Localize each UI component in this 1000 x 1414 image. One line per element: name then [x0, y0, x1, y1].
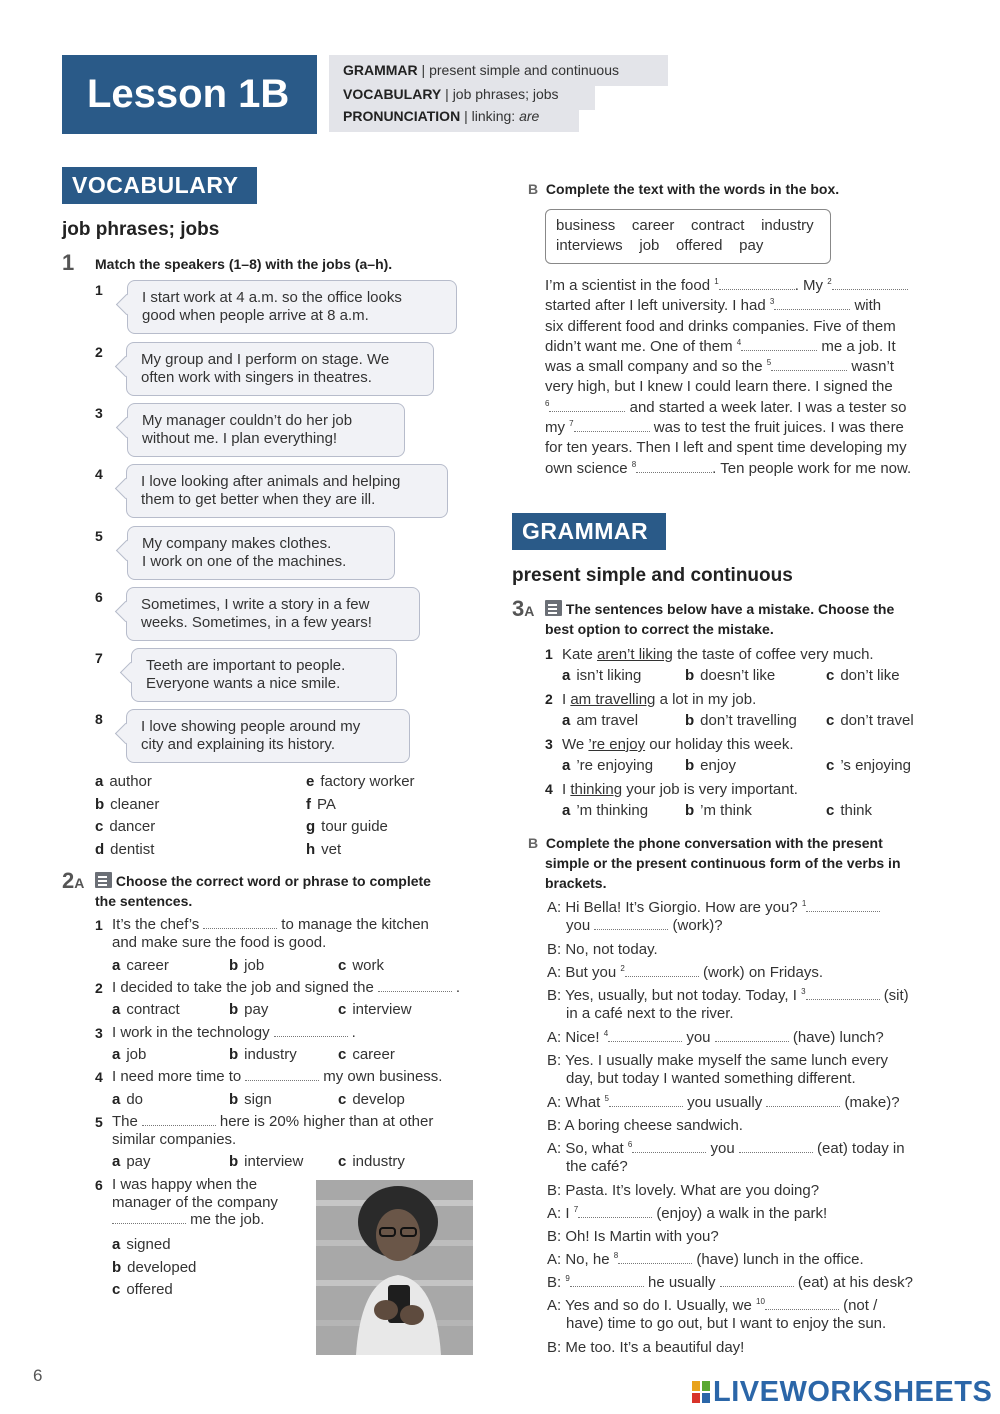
job-option[interactable]: [95, 818, 155, 835]
option-b[interactable]: b job: [229, 957, 265, 974]
blank-field[interactable]: [806, 987, 880, 1000]
speaker-number: 3: [95, 405, 103, 421]
bubble-line: My company makes clothes.: [142, 535, 332, 552]
item-sentence: I decided to take the job and signed the .: [112, 979, 461, 996]
item-number: 5: [95, 1114, 103, 1130]
vocab-subtitle: job phrases; jobs: [62, 219, 220, 240]
item-sentence: I am travelling a lot in my job.: [562, 691, 757, 708]
item-number: 2: [545, 691, 553, 707]
item-sentence: Kate aren’t liking the taste of coffee very much.: [562, 646, 874, 663]
item-number: 1: [95, 917, 103, 933]
option-a[interactable]: a signed: [112, 1236, 171, 1253]
bubble-line: My group and I perform on stage. We: [141, 351, 390, 368]
q3-instruction: The sentences below have a mistake. Choose the best option to correct the mistake.: [545, 601, 895, 637]
bubble-line: good when people arrive at 8 a.m.: [142, 307, 369, 324]
option-b[interactable]: b interview: [229, 1153, 304, 1170]
option-text: cleaner: [110, 795, 160, 813]
option-a[interactable]: a am travel: [562, 712, 639, 729]
option-letter: c: [95, 818, 104, 835]
grammar-subtitle: present simple and continuous: [512, 565, 793, 586]
option-a[interactable]: a job: [112, 1046, 147, 1063]
blank-field[interactable]: [594, 917, 668, 930]
conv-line: A: But you $^2$ (work) on Fridays.: [547, 964, 824, 981]
vocabulary-heading: VOCABULARY: [62, 167, 257, 204]
speaker-number: 2: [95, 344, 103, 360]
option-b[interactable]: b sign: [229, 1091, 272, 1108]
word-box: [545, 209, 831, 264]
option-text: factory worker: [320, 773, 415, 790]
option-c[interactable]: c don’t travel: [826, 712, 914, 729]
conv-line: A: What $^5$ you usually (make)?: [547, 1094, 900, 1111]
speaker-number: 5: [95, 528, 103, 544]
grammar-heading: GRAMMAR: [512, 513, 666, 550]
option-a[interactable]: a ’re enjoying: [562, 757, 654, 774]
bubble-line: Everyone wants a nice smile.: [146, 675, 341, 692]
blank-field[interactable]: [771, 358, 847, 371]
conv-line: B: Oh! Is Martin with you?: [547, 1228, 719, 1245]
blank-field[interactable]: [719, 277, 795, 290]
conv-line: A: No, he $^8$ (have) lunch in the office.: [547, 1251, 864, 1268]
job-option[interactable]: [306, 796, 336, 813]
text-icon: [545, 600, 562, 616]
blank-field[interactable]: [632, 1140, 706, 1153]
conv-line: B: Me too. It’s a beautiful day!: [547, 1339, 745, 1356]
blank-field[interactable]: [832, 277, 908, 290]
option-text: tour guide: [321, 818, 388, 835]
bubble-line: them to get better when they are ill.: [141, 491, 376, 508]
option-b[interactable]: b doesn’t like: [685, 667, 776, 684]
option-a[interactable]: a career: [112, 957, 169, 974]
item-sentence: It’s the chef’s to manage the kitchen and make sure the food is good.: [112, 916, 429, 951]
option-b[interactable]: b ’m think: [685, 802, 752, 819]
bubble-line: I work on one of the machines.: [142, 553, 347, 570]
speech-bubble: [126, 464, 448, 518]
option-c[interactable]: c develop: [338, 1091, 405, 1108]
option-c[interactable]: c interview: [338, 1001, 412, 1018]
option-letter: d: [95, 840, 105, 858]
bubble-line: I love showing people around my: [141, 718, 361, 735]
bubble-line: Teeth are important to people.: [146, 657, 346, 674]
item-number: 1: [545, 646, 553, 662]
option-letter: h: [306, 840, 316, 858]
question-number: 2A: [62, 868, 85, 893]
item-number: 6: [95, 1177, 103, 1193]
question-number: 1: [62, 250, 75, 275]
conv-line: B: Yes, usually, but not today. Today, I $^3$ (sit) in a café next to the river.: [547, 987, 909, 1022]
blank-field[interactable]: [766, 1094, 840, 1107]
lesson-title: Lesson 1B: [62, 55, 317, 134]
conv-line: B: No, not today.: [547, 941, 658, 958]
item-number: 2: [95, 980, 103, 996]
option-c[interactable]: c career: [338, 1046, 395, 1063]
blank-field[interactable]: [739, 1140, 813, 1153]
conv-line: B: Pasta. It’s lovely. What are you doing?: [547, 1182, 820, 1199]
b-instruction: B Complete the text with the words in the box.: [528, 181, 840, 197]
speaker-number: 7: [95, 650, 103, 666]
option-text: vet: [321, 840, 342, 858]
speech-bubble: [127, 526, 395, 580]
job-option[interactable]: [95, 773, 152, 790]
blank-field[interactable]: [618, 1251, 692, 1264]
option-a[interactable]: a do: [112, 1091, 144, 1108]
item-sentence: We ’re enjoy our holiday this week.: [562, 736, 794, 753]
item-sentence: The here is 20% higher than at other similar companies.: [112, 1113, 434, 1148]
option-c[interactable]: c work: [338, 957, 385, 974]
q2-item6-text: I was happy when the manager of the company me the job.: [112, 1176, 278, 1228]
option-letter: g: [306, 818, 316, 835]
item-number: 4: [545, 781, 553, 797]
bubble-line: I start work at 4 a.m. so the office looks: [142, 289, 402, 306]
item-number: 4: [95, 1069, 103, 1085]
question-number: 3A: [512, 596, 535, 621]
conv-line: A: So, what $^6$ you (eat) today in the café?: [547, 1140, 905, 1175]
option-a[interactable]: a isn’t liking: [562, 667, 642, 684]
q2-instruction: Choose the correct word or phrase to complete the sentences.: [95, 873, 431, 909]
blank-field[interactable]: [625, 964, 699, 977]
phone-conversation: [547, 899, 937, 1362]
blank-field[interactable]: [774, 297, 850, 310]
q1-instruction: Match the speakers (1–8) with the jobs (a–h).: [95, 256, 393, 272]
option-b[interactable]: b don’t travelling: [685, 712, 797, 729]
option-c[interactable]: c don’t like: [826, 667, 900, 684]
blank-field[interactable]: [608, 1029, 682, 1042]
word-box-line2: interviews job offered pay: [556, 237, 764, 254]
page-number: 6: [33, 1366, 43, 1385]
option-b[interactable]: b pay: [229, 1001, 269, 1018]
option-a[interactable]: a pay: [112, 1153, 151, 1170]
text-paragraph: I’m a scientist in the food $^1$ . My $^2$ started after I left university. I had $^3$ with six different food and drinks companies. Five of them didn’t want me. One of them $^4$ me a job. It was a small company and so the $^5$ wasn’t very high, but I knew I could learn there. I signed the $^6$ and started a week later. I was a tester so my $^7$ was to test the fruit juices. I was there for ten years. Then I left and spent time developing my own science $^8$ . Ten people work for me now.: [545, 277, 912, 477]
speech-bubble: [126, 342, 434, 396]
blank-field[interactable]: [574, 419, 650, 432]
conv-line: A: Hi Bella! It’s Giorgio. How are you? $^1$ you (work)?: [547, 899, 937, 941]
option-letter: f: [306, 795, 311, 813]
option-b[interactable]: b developed: [112, 1258, 197, 1276]
blank-field[interactable]: [245, 1068, 319, 1081]
option-a[interactable]: a contract: [112, 1001, 180, 1018]
speech-bubble: [126, 709, 410, 763]
item-number: 3: [545, 736, 553, 752]
option-b[interactable]: b industry: [229, 1046, 297, 1063]
option-letter: a: [95, 773, 104, 790]
blank-field[interactable]: [142, 1113, 216, 1126]
bubble-line: Sometimes, I write a story in a few: [141, 596, 370, 613]
blank-field[interactable]: [715, 1029, 789, 1042]
speaker-number: 6: [95, 589, 103, 605]
item-number: 3: [95, 1025, 103, 1041]
q2-item6-options: [112, 1234, 196, 1302]
photo-happy-person: [316, 1180, 473, 1355]
option-c[interactable]: c ’s enjoying: [826, 757, 911, 774]
blank-field[interactable]: [570, 1274, 644, 1287]
option-a[interactable]: a ’m thinking: [562, 802, 649, 819]
header-pronunciation: PRONUNCIATION | linking: are: [329, 106, 579, 132]
blank-field[interactable]: [378, 979, 452, 992]
text-icon: [95, 872, 112, 888]
word-box-line1: business career contract industry: [556, 217, 814, 234]
conv-line: A: Yes and so do I. Usually, we $^{10}$ (not / have) time to go out, but I want to enjoy the sun.: [547, 1297, 887, 1332]
speaker-number: 1: [95, 282, 103, 298]
header-vocabulary: VOCABULARY | job phrases; jobs: [329, 84, 595, 110]
conv-line: B: $^9$ he usually (eat) at his desk?: [547, 1274, 913, 1291]
blank-field[interactable]: [741, 338, 817, 351]
speech-bubble: [127, 280, 457, 334]
option-c[interactable]: c offered: [112, 1281, 173, 1298]
blank-field[interactable]: [274, 1024, 348, 1037]
option-b[interactable]: b enjoy: [685, 757, 737, 774]
bubble-line: My manager couldn’t do her job: [142, 412, 353, 429]
option-c[interactable]: c think: [826, 802, 873, 819]
header-grammar: GRAMMAR | present simple and continuous: [329, 55, 668, 86]
conv-line: A: I $^7$ (enjoy) a walk in the park!: [547, 1205, 828, 1222]
option-text: author: [109, 773, 152, 790]
blank-field[interactable]: [609, 1094, 683, 1107]
speech-bubble: [127, 403, 405, 457]
option-text: dentist: [110, 840, 155, 858]
speaker-number: 8: [95, 711, 103, 727]
photo-illustration: [316, 1180, 473, 1355]
speech-bubble: [126, 587, 420, 641]
item-sentence: I need more time to my own business.: [112, 1068, 443, 1085]
conv-line: A: Nice! $^4$ you (have) lunch?: [547, 1029, 884, 1046]
item-sentence: I work in the technology .: [112, 1024, 356, 1041]
conv-line: B: A boring cheese sandwich.: [547, 1117, 743, 1134]
job-option[interactable]: [306, 818, 388, 835]
blank-field[interactable]: [549, 399, 625, 412]
option-letter: e: [306, 773, 315, 790]
job-option[interactable]: [95, 841, 154, 858]
option-text: dancer: [109, 818, 156, 835]
blank-field[interactable]: [636, 460, 712, 473]
speech-bubble: [131, 648, 397, 702]
blank-field[interactable]: [765, 1297, 839, 1310]
blank-field[interactable]: [112, 1211, 186, 1224]
bubble-line: city and explaining its history.: [141, 736, 335, 753]
conv-line: B: Yes. I usually make myself the same lunch every day, but today I wanted something different.: [547, 1052, 888, 1087]
option-text: PA: [317, 795, 336, 813]
liveworksheets-logo: LIVEWORKSHEETS: [692, 1376, 992, 1409]
logo-icon: [692, 1381, 710, 1403]
job-option[interactable]: [306, 773, 415, 790]
speaker-number: 4: [95, 466, 103, 482]
blank-field[interactable]: [806, 899, 880, 912]
blank-field[interactable]: [720, 1274, 794, 1287]
job-option[interactable]: [306, 841, 341, 858]
blank-field[interactable]: [578, 1205, 652, 1218]
bubble-line: I love looking after animals and helping: [141, 473, 401, 490]
conv-instruction: B Complete the phone conversation with the present simple or the present continuous form of the verbs in brackets.: [528, 835, 901, 891]
bubble-line: often work with singers in theatres.: [141, 369, 372, 386]
bubble-line: weeks. Sometimes, in a few years!: [141, 614, 372, 631]
bubble-line: without me. I plan everything!: [142, 430, 338, 447]
blank-field[interactable]: [203, 916, 277, 929]
option-letter: b: [95, 795, 105, 813]
job-option[interactable]: [95, 796, 159, 813]
item-sentence: I thinking your job is very important.: [562, 781, 798, 798]
option-c[interactable]: c industry: [338, 1153, 405, 1170]
